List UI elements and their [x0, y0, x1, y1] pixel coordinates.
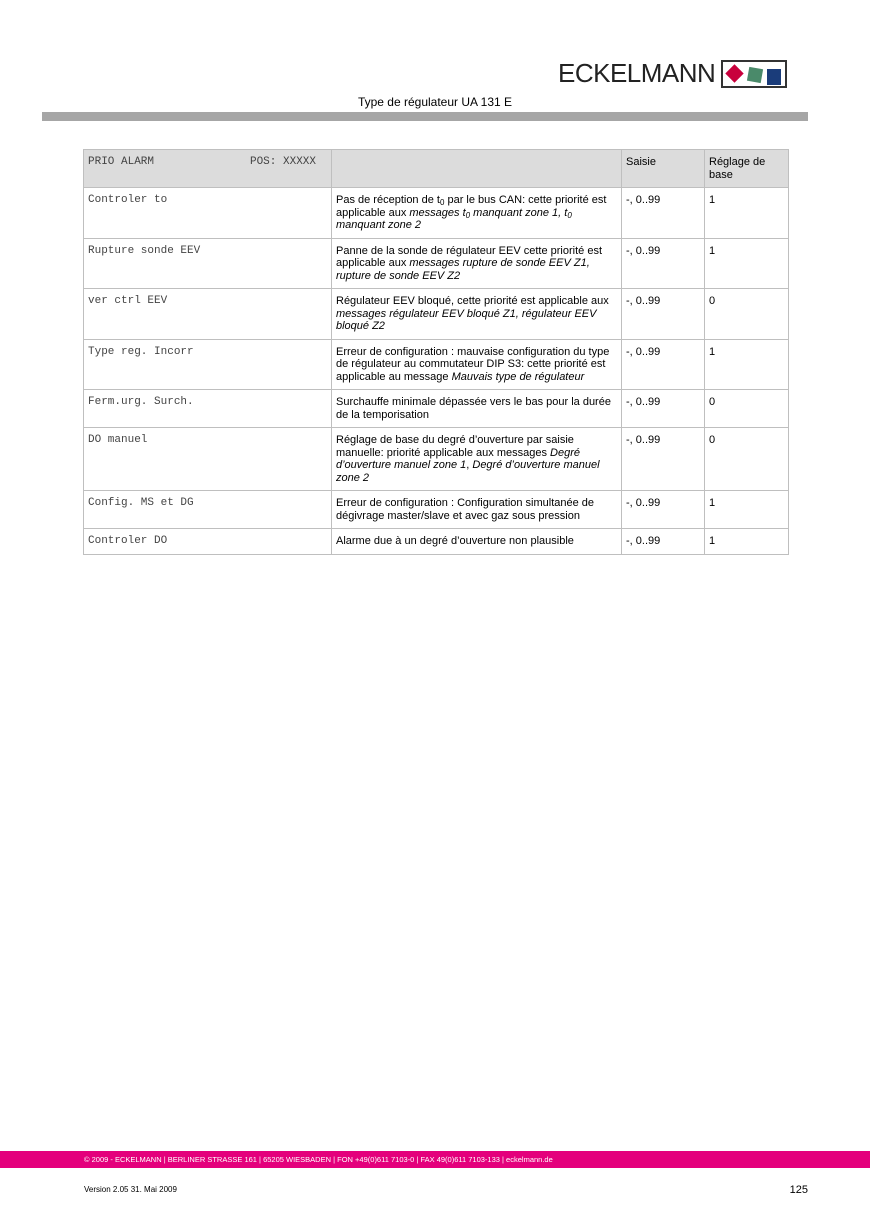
- row-saisie: -, 0..99: [622, 289, 705, 340]
- row-description: Régulateur EEV bloqué, cette priorité est applicable aux messages régulateur EEV bloqué Z1, régulateur EEV bloqué Z2: [332, 289, 622, 340]
- row-saisie: -, 0..99: [622, 339, 705, 390]
- header-saisie: Saisie: [622, 150, 705, 188]
- row-saisie: -, 0..99: [622, 428, 705, 491]
- logo-squares-icon: [721, 60, 787, 88]
- row-description: Surchauffe minimale dépassée vers le bas pour la durée de la temporisation: [332, 390, 622, 428]
- table-header-row: [84, 150, 789, 188]
- row-name: DO manuel: [84, 428, 332, 491]
- row-base: 1: [705, 339, 789, 390]
- table-row: [84, 339, 789, 390]
- row-base: 1: [705, 238, 789, 289]
- table-row: [84, 188, 789, 239]
- header-divider: [42, 112, 808, 121]
- row-name: Rupture sonde EEV: [84, 238, 332, 289]
- footer-contact-bar: [0, 1151, 870, 1168]
- row-saisie: -, 0..99: [622, 238, 705, 289]
- document-title: Type de régulateur UA 131 E: [357, 95, 513, 109]
- logo-text: ECKELMANN: [558, 58, 716, 88]
- header-pos-label: POS: XXXXX: [249, 156, 316, 168]
- row-saisie: -, 0..99: [622, 390, 705, 428]
- row-base: 0: [705, 289, 789, 340]
- row-saisie: -, 0..99: [622, 529, 705, 555]
- row-description: Panne de la sonde de régulateur EEV cette priorité est applicable aux messages rupture de sonde EEV Z1, rupture de sonde EEV Z2: [332, 238, 622, 289]
- table-row: [84, 428, 789, 491]
- footer-contact-text: © 2009 - ECKELMANN | BERLINER STRASSE 161 | 65205 WIESBADEN | FON +49(0)611 7103-0 | FAX 49(0)611 7103-133 | eckelmann.de: [84, 1155, 553, 1164]
- row-description: Erreur de configuration : mauvaise configuration du type de régulateur au commutateur DIP S3: cette priorité est applicable au message Mauvais type de régulateur: [332, 339, 622, 390]
- row-name: Controler DO: [84, 529, 332, 555]
- row-name: Controler to: [84, 188, 332, 239]
- table-row: [84, 529, 789, 555]
- table-row: [84, 238, 789, 289]
- row-description: Erreur de configuration : Configuration simultanée de dégivrage master/slave et avec gaz sous pression: [332, 491, 622, 529]
- table-row: [84, 390, 789, 428]
- row-base: 1: [705, 529, 789, 555]
- row-base: 0: [705, 428, 789, 491]
- row-name: Ferm.urg. Surch.: [84, 390, 332, 428]
- row-base: 1: [705, 491, 789, 529]
- version-info: Version 2.05 31. Mai 2009: [84, 1185, 177, 1194]
- row-name: ver ctrl EEV: [84, 289, 332, 340]
- page-number: 125: [789, 1184, 808, 1196]
- row-description: Alarme due à un degré d’ouverture non plausible: [332, 529, 622, 555]
- row-name: Config. MS et DG: [84, 491, 332, 529]
- header-prio-label: PRIO ALARM: [88, 156, 155, 168]
- row-description: Réglage de base du degré d’ouverture par saisie manuelle: priorité applicable aux messages Degré d’ouverture manuel zone 1, Degré d’ouverture manuel zone 2: [332, 428, 622, 491]
- eckelmann-logo: [558, 58, 787, 89]
- priority-alarm-table: [83, 149, 789, 555]
- table-row: [84, 491, 789, 529]
- row-saisie: -, 0..99: [622, 491, 705, 529]
- row-base: 1: [705, 188, 789, 239]
- row-base: 0: [705, 390, 789, 428]
- header-reglage: Réglage de base: [705, 150, 789, 188]
- header-description: [332, 150, 622, 188]
- table-row: [84, 289, 789, 340]
- row-description: Pas de réception de $t_0$ par le bus CAN: cette priorité est applicable aux messages $t_0$ manquant zone 1, $t_0$ manquant zone 2: [332, 188, 622, 239]
- row-saisie: -, 0..99: [622, 188, 705, 239]
- header-prio-alarm: [84, 150, 332, 188]
- row-name: Type reg. Incorr: [84, 339, 332, 390]
